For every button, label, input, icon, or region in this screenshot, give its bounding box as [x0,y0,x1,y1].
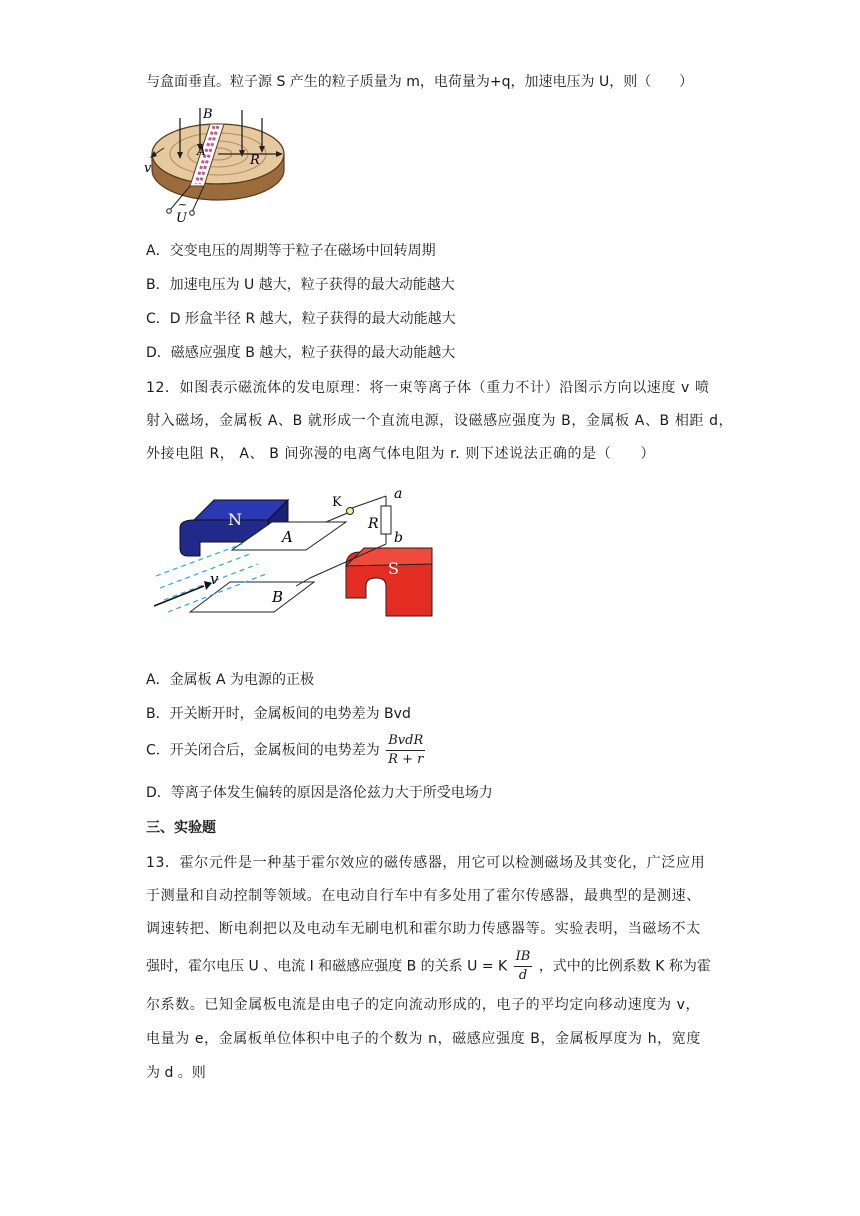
fig11-label-U: U [176,211,187,226]
q13-line-4 [146,948,711,985]
q12-option-a: A．金属板 A 为电源的正极 [146,672,315,688]
q13-formula-denominator: d [518,968,528,983]
q13-line-1: 13．霍尔元件是一种基于霍尔效应的磁传感器，用它可以检测磁场及其变化，广泛应用 [146,855,706,871]
fig12-label-A: A [282,528,293,546]
q12-stem-line-2: 射入磁场，金属板 A、B 就形成一个直流电源，设磁感应强度为 B，金属板 A、B 相距 d， [146,413,734,429]
fig11-label-A: A [197,144,206,158]
fig11-label-R: R [250,153,260,168]
q12-stem-line-1: 12．如图表示磁流体的发电原理：将一束等离子体（重力不计）沿图示方向以速度 v 喷 [146,380,710,396]
q12-option-c-text: C．开关闭合后，金属板间的电势差为 [146,742,380,759]
fig12-label-a: a [394,486,403,502]
q13-line-4-prefix: 强时，霍尔电压 U 、电流 I 和磁感应强度 B 的关系 U = K [146,958,508,975]
q12-option-c [146,732,427,769]
fig12-label-S: S [388,559,399,578]
q11-stem: 与盒面垂直。粒子源 S 产生的粒子质量为 m，电荷量为+q，加速电压为 U，则（ ） [146,74,694,90]
q11-option-b: B．加速电压为 U 越大，粒子获得的最大动能越大 [146,277,455,293]
section-heading: 三、实验题 [146,820,216,836]
fig12-label-K: K [332,495,342,510]
q13-line-4-suffix: ，式中的比例系数 K 称为霍 [538,958,711,975]
q12-option-c-denominator: R + r [388,752,424,767]
q13-line-3: 调速转把、断电刹把以及电动车无刷电机和霍尔助力传感器等。实验表明，当磁场不太 [146,921,701,937]
mhd-generator-figure [150,482,446,618]
svg-text:~: ~ [178,198,188,211]
q13-line-6: 电量为 e，金属板单位体积中电子的个数为 n，磁感应强度 B，金属板厚度为 h，宽度 [146,1031,701,1047]
q13-line-2: 于测量和自动控制等领域。在电动自行车中有多处用了霍尔传感器，最典型的是测速、 [146,888,701,904]
q11-option-a: A．交变电压的周期等于粒子在磁场中回转周期 [146,243,436,259]
fig11-label-B: B [203,107,213,122]
fig12-label-b: b [394,530,403,546]
q12-option-c-fraction [386,732,425,769]
q12-option-b: B．开关断开时，金属板间的电势差为 Bvd [146,706,411,722]
q12-option-d: D．等离子体发生偏转的原因是洛伦兹力大于所受电场力 [146,785,493,801]
q11-option-d: D．磁感应强度 B 越大，粒子获得的最大动能越大 [146,345,456,361]
cyclotron-figure [142,104,292,228]
fig12-label-B: B [272,588,284,606]
q12-stem-line-3: 外接电阻 R， A、 B 间弥漫的电离气体电阻为 r. 则下述说法正确的是（ ） [146,446,656,462]
q11-option-c: C．D 形盒半径 R 越大，粒子获得的最大动能越大 [146,311,456,327]
fig12-label-N: N [228,510,242,529]
fig12-label-R: R [368,516,379,532]
fig11-label-v: v [144,161,152,176]
q13-formula-fraction [514,948,533,985]
q12-option-c-numerator: BvdR [386,732,425,751]
q13-line-7: 为 d 。则 [146,1065,206,1081]
q13-line-5: 尔系数。已知金属板电流是由电子的定向流动形成的，电子的平均定向移动速度为 v， [146,997,701,1013]
q13-formula-numerator: IB [514,948,533,967]
fig12-label-v: v [210,570,219,588]
